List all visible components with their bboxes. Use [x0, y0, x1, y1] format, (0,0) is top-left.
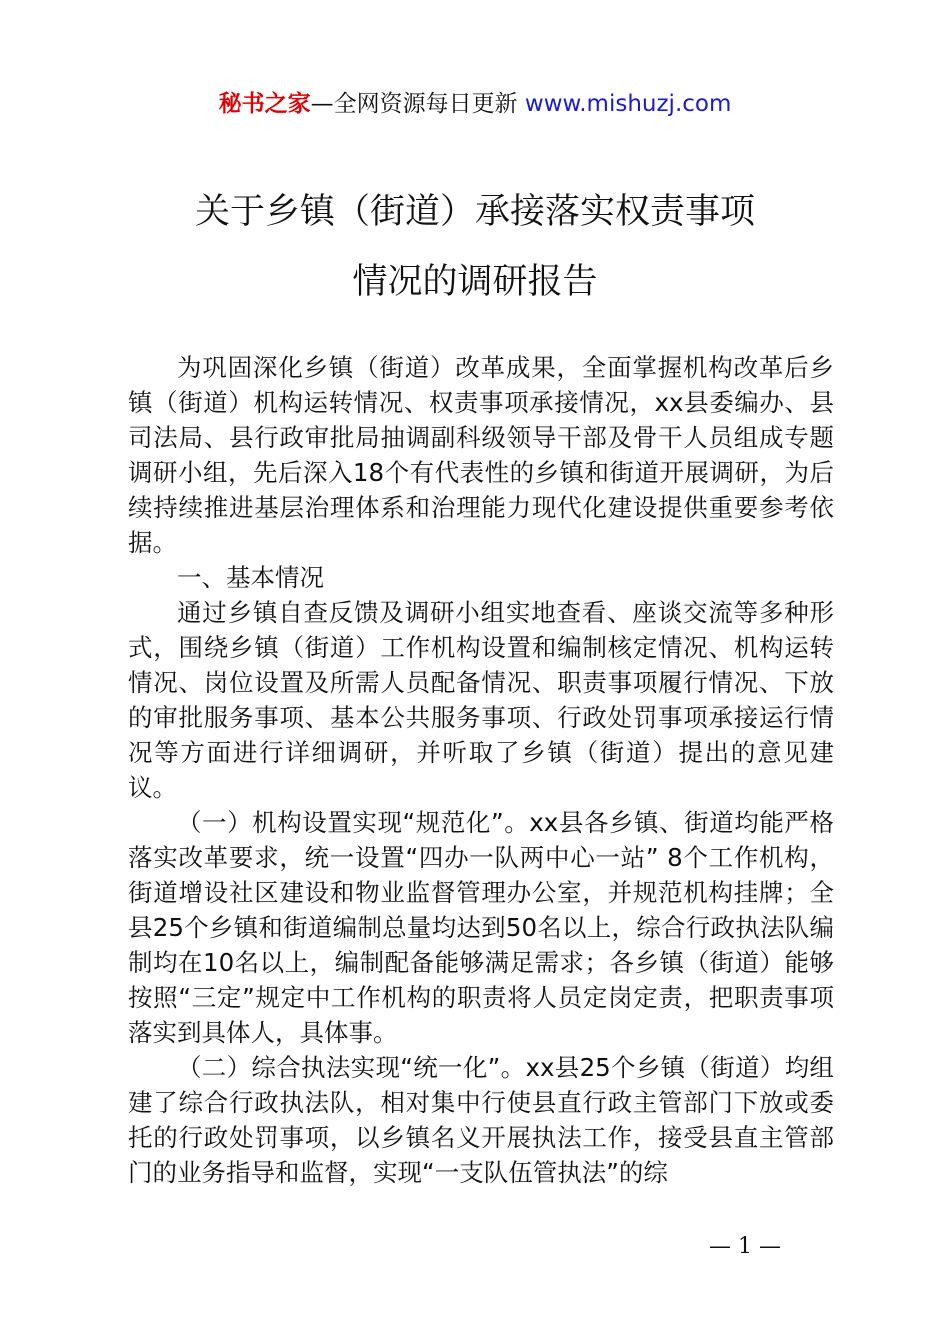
- document-title-line-1: 关于乡镇（街道）承接落实权责事项: [194, 192, 755, 232]
- paragraph-intro: 为巩固深化乡镇（街道）改革成果，全面掌握机构改革后乡镇（街道）机构运转情况、权责事项承接情况，xx县委编办、县司法局、县行政审批局抽调副科级领导干部及骨干人员组成专题调研小组，先后深入18个有代表性的乡镇和街道开展调研，为后续持续推进基层治理体系和治理能力现代化建设提供重要参考依据。: [128, 353, 834, 557]
- page-number: — 1 —: [709, 1234, 781, 1259]
- document-title-line-2: 情况的调研报告: [352, 262, 598, 302]
- site-brand: 秘书之家: [218, 91, 311, 117]
- paragraph-institution-setup: （一）机构设置实现“规范化”。xx县各乡镇、街道均能严格落实改革要求，统一设置“四办一队两中心一站” 8个工作机构，街道增设社区建设和物业监督管理办公室，并规范机构挂牌；全县25个乡镇和街道编制总量均达到50名以上，综合行政执法队编制均在10名以上，编制配备能够满足需求；各乡镇（街道）能够按照“三定”规定中工作机构的职责将人员定岗定责，把职责事项落实到具体人，具体事。: [128, 808, 834, 1047]
- paragraph-comprehensive-enforcement: （二）综合执法实现“统一化”。xx县25个乡镇（街道）均组建了综合行政执法队，相对集中行使县直行政主管部门下放或委托的行政处罚事项，以乡镇名义开展执法工作，接受县直主管部门的业务指导和监督，实现“一支队伍管执法”的综: [128, 1053, 834, 1187]
- section-heading-basic-situation: 一、基本情况: [177, 563, 324, 592]
- site-slogan: —全网资源每日更新: [310, 91, 525, 117]
- site-header: [0, 86, 950, 122]
- paragraph-survey-methods: 通过乡镇自查反馈及调研小组实地查看、座谈交流等多种形式，围绕乡镇（街道）工作机构设置和编制核定情况、机构运转情况、岗位设置及所需人员配备情况、职责事项履行情况、下放的审批服务事项、基本公共服务事项、行政处罚事项承接运行情况等方面进行详细调研，并听取了乡镇（街道）提出的意见建议。: [128, 598, 834, 802]
- document-body: [128, 350, 834, 1190]
- site-url[interactable]: www.mishuzj.com: [524, 91, 732, 117]
